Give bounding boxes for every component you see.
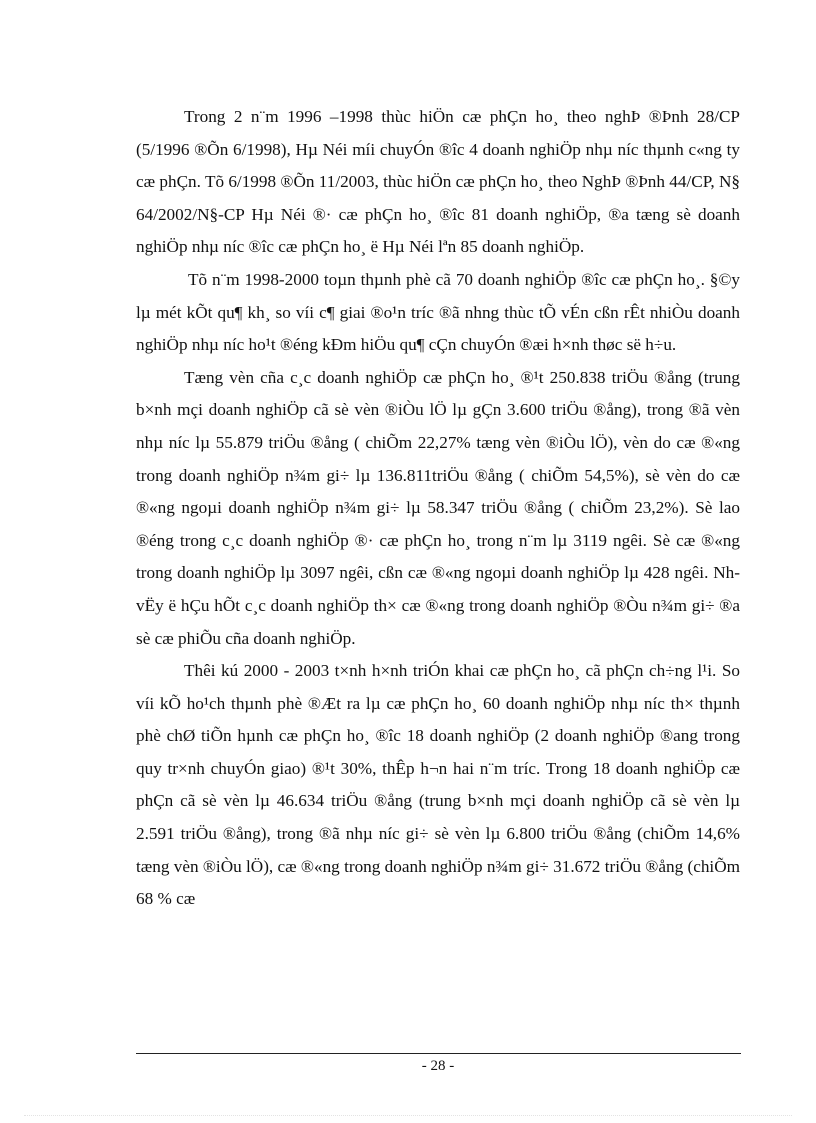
- page-number: - 28 -: [421, 1058, 455, 1074]
- page-bottom-dotted-edge: [24, 1115, 792, 1116]
- footer-divider: [136, 1053, 741, 1054]
- body-text: [136, 101, 740, 916]
- paragraph-1: Trong 2 n¨m 1996 –1998 thùc hiÖn cæ phÇn ho¸ theo nghÞ ®Þnh 28/CP (5/1996 ®Õn 6/1998), Hµ Néi míi chuyÓn ®îc 4 doanh nghiÖp nhµ níc thµnh c«ng ty cæ phÇn. Tõ 6/1998 ®Õn 11/2003, thùc hiÖn cæ phÇn ho¸ theo NghÞ ®Þnh 44/CP, N§ 64/2002/N§-CP Hµ Néi ®· cæ phÇn ho¸ ®îc 81 doanh nghiÖp, ®a tæng sè doanh nghiÖp nhµ níc ®îc cæ phÇn ho¸ ë Hµ Néi lªn 85 doanh nghiÖp.: [136, 107, 740, 257]
- paragraph-3: Tæng vèn cña c¸c doanh nghiÖp cæ phÇn ho¸ ®¹t 250.838 triÖu ®ång (trung b×nh mçi doanh nghiÖp cã sè vèn ®iÒu lÖ lµ gÇn 3.600 triÖu ®ång), trong ®ã vèn nhµ níc lµ 55.879 triÖu ®ång ( chiÕm 22,27% tæng vèn ®iÒu lÖ), vèn do cæ ®«ng trong doanh nghiÖp n¾m gi÷ lµ 136.811triÖu ®ång ( chiÕm 54,5%), sè vèn do cæ ®«ng ngoµi doanh nghiÖp n¾m gi÷ lµ 58.347 triÖu ®ång ( chiÕm 23,2%). Sè lao ®éng trong c¸c doanh nghiÖp ®· cæ phÇn ho¸ trong n¨m lµ 3119 ngêi. Sè cæ ®«ng trong doanh nghiÖp lµ 3097 ngêi, cßn cæ ®«ng ngoµi doanh nghiÖp lµ 428 ngêi. Nh vËy ë hÇu hÕt c¸c doanh nghiÖp th× cæ ®«ng trong doanh nghiÖp ®Òu n¾m gi÷ ®a sè cæ phiÕu cña doanh nghiÖp.: [136, 367, 740, 648]
- paragraph-4: Thêi kú 2000 - 2003 t×nh h×nh triÓn khai cæ phÇn ho¸ cã phÇn ch÷ng l¹i. So víi kÕ ho¹ch thµnh phè ®Æt ra lµ cæ phÇn ho¸ 60 doanh nghiÖp nhµ níc th× thµnh phè chØ tiÕn hµnh cæ phÇn ho¸ ®îc 18 doanh nghiÖp (2 doanh nghiÖp ®ang trong quy tr×nh chuyÓn giao) ®¹t 30%, thÊp h¬n hai n¨m tríc. Trong 18 doanh nghiÖp cæ phÇn cã sè vèn lµ 46.634 triÖu ®ång (trung b×nh mçi doanh nghiÖp cã sè vèn lµ 2.591 triÖu ®ång), trong ®ã nhµ níc gi÷ sè vèn lµ 6.800 triÖu ®ång (chiÕm 14,6% tæng vèn ®iÒu lÖ), cæ ®«ng trong doanh nghiÖp n¾m gi÷ 31.672 triÖu ®ång (chiÕm 68 % cæ: [136, 661, 740, 909]
- paragraph-2: Tõ n¨m 1998-2000 toµn thµnh phè cã 70 doanh nghiÖp ®îc cæ phÇn ho¸. §©y lµ mét kÕt qu¶ kh¸ so víi c¶ giai ®o¹n tríc ®ã nhng thùc tÕ vÉn cßn rÊt nhiÒu doanh nghiÖp nhµ níc ho¹t ®éng kÐm hiÖu qu¶ cÇn chuyÓn ®æi h×nh thøc së h÷u.: [136, 269, 740, 355]
